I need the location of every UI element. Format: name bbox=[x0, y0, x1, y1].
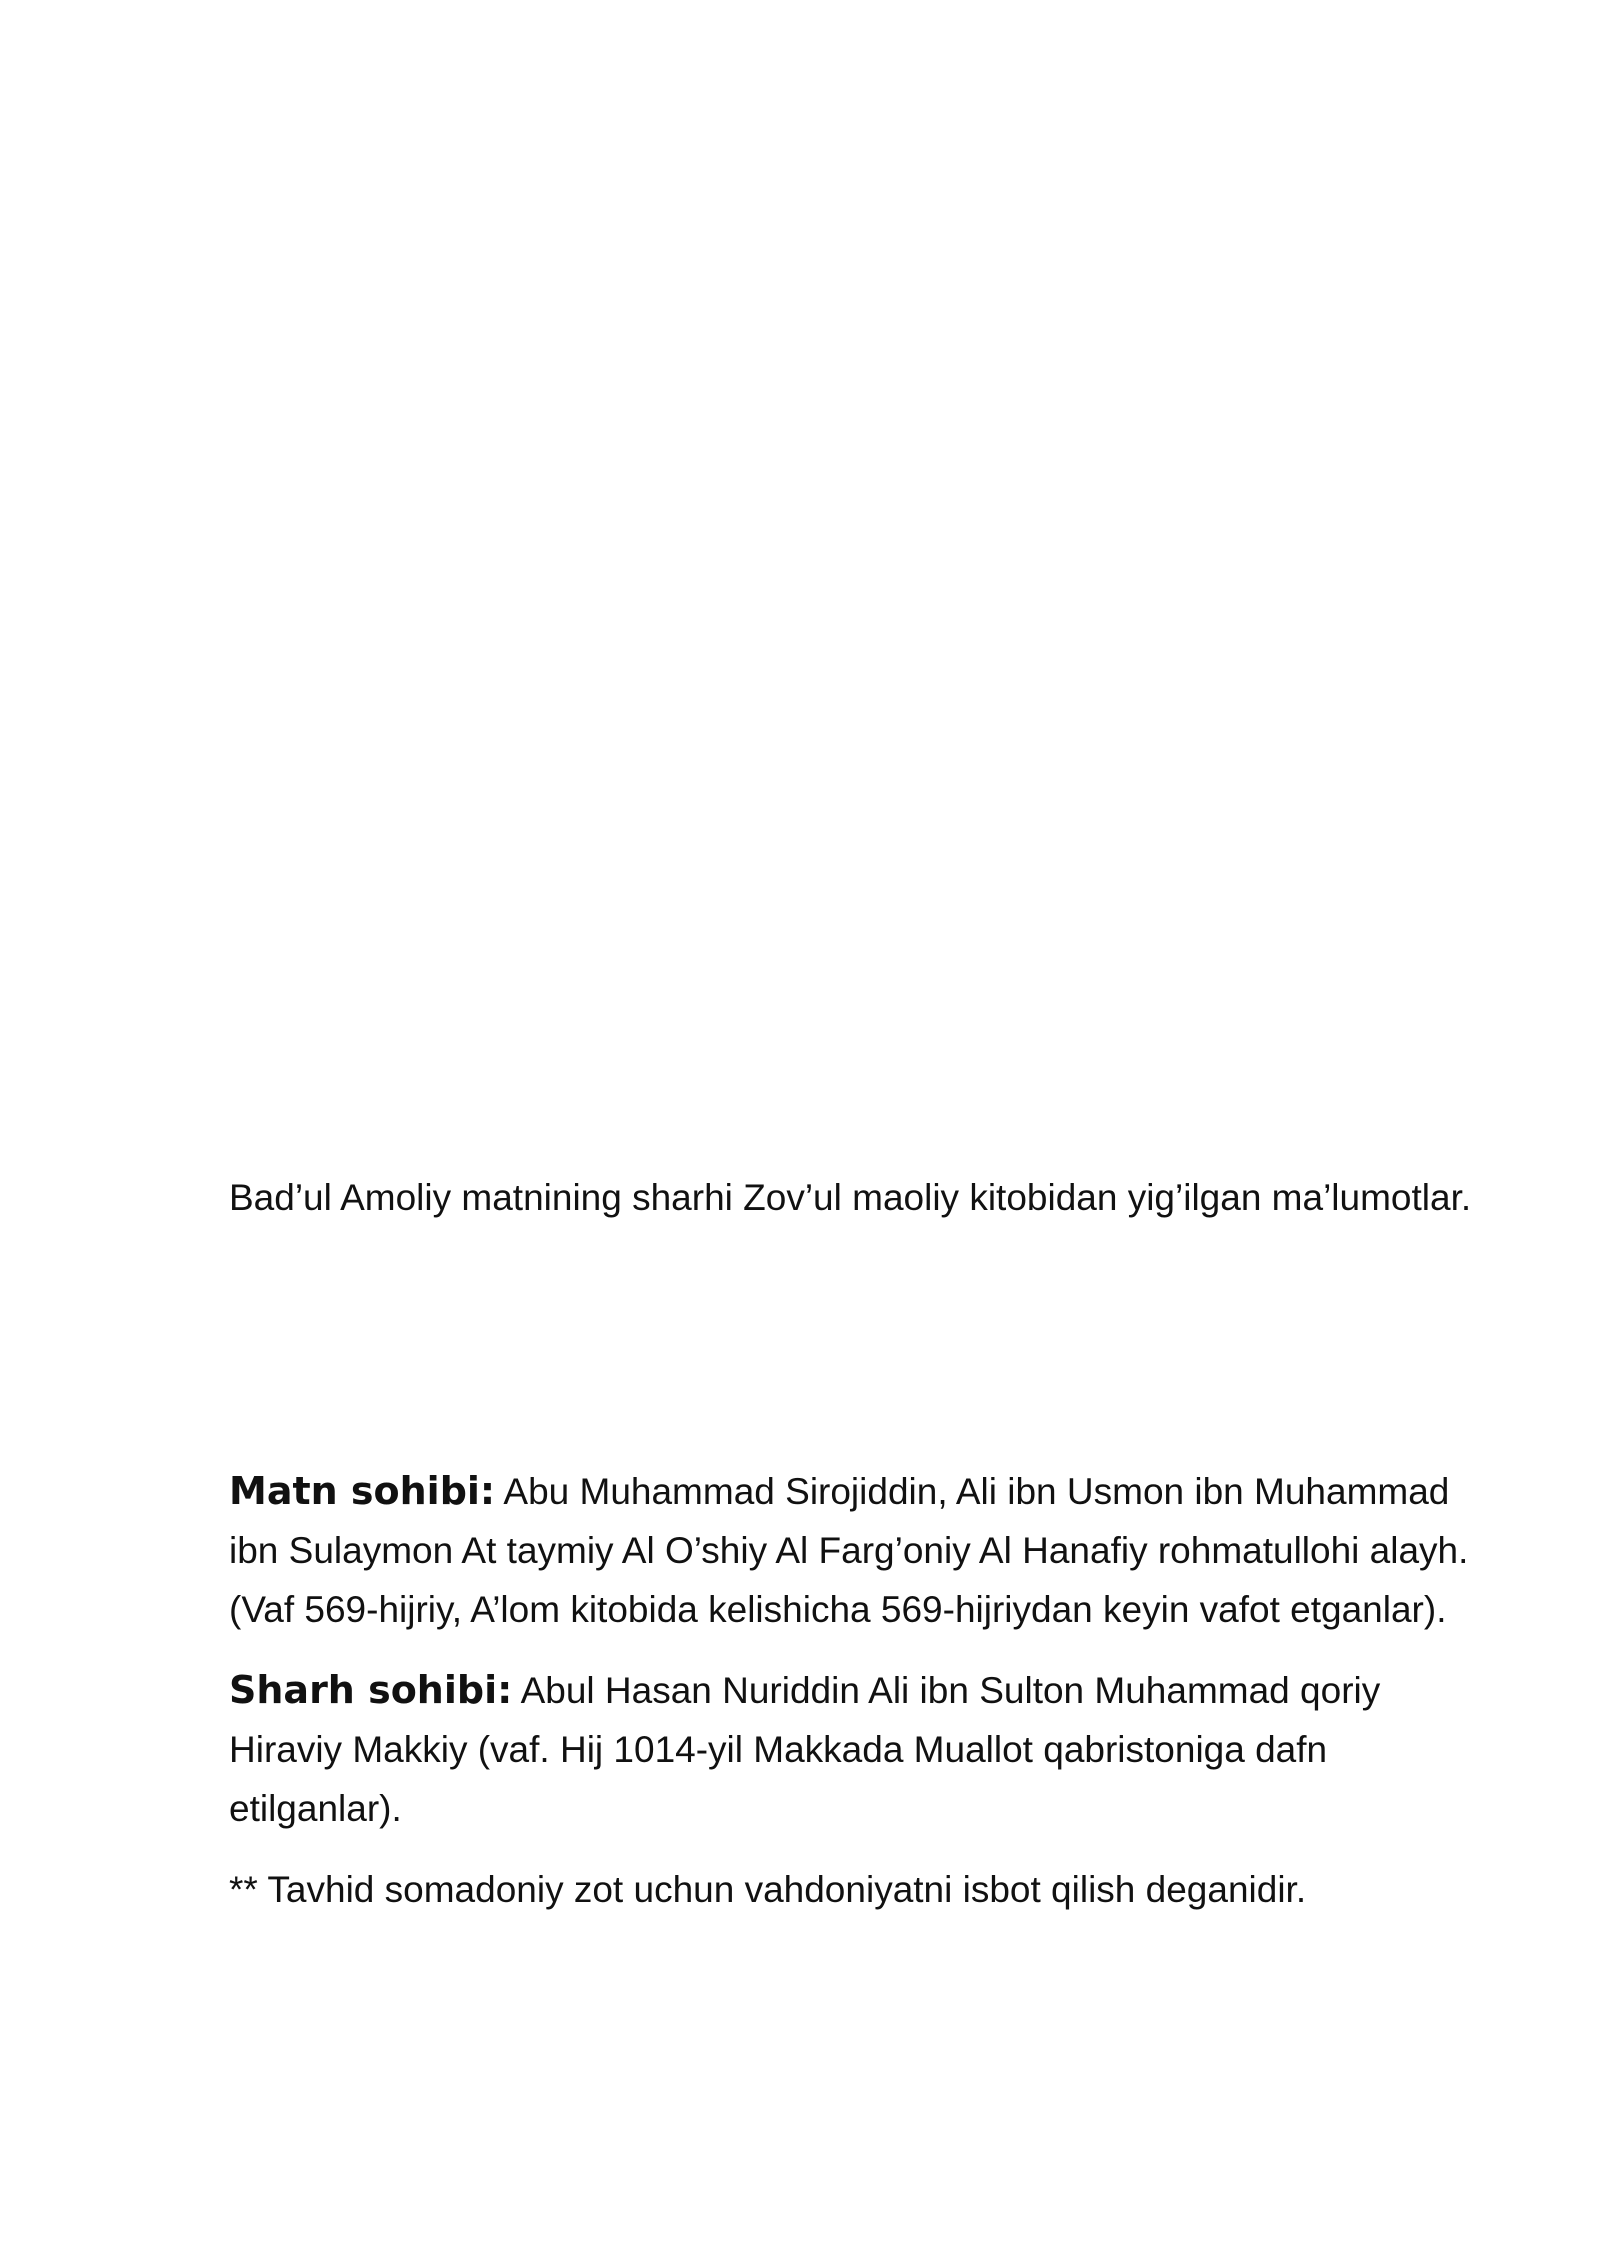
sharh-sohibi-label: Sharh sohibi: bbox=[229, 1668, 513, 1712]
details-block bbox=[229, 1462, 1489, 1941]
matn-sohibi-text: Abu Muhammad Sirojiddin, Ali ibn Usmon ibn Muhammad ibn Sulaymon At taymiy Al O’shiy Al Farg’oniy Al Hanafiy rohmatullohi alayh. (Vaf 569-hijriy, A’lom kitobida kelishicha 569-hijriydan keyin vafot etganlar). bbox=[229, 1471, 1469, 1630]
intro-block bbox=[229, 1168, 1489, 1227]
sharh-sohibi-paragraph bbox=[229, 1661, 1489, 1838]
matn-sohibi-paragraph bbox=[229, 1462, 1489, 1639]
intro-paragraph: Bad’ul Amoliy matnining sharhi Zov’ul maoliy kitobidan yig’ilgan ma’lumotlar. bbox=[229, 1177, 1472, 1218]
matn-sohibi-label: Matn sohibi: bbox=[229, 1469, 496, 1513]
note-paragraph: ** Tavhid somadoniy zot uchun vahdoniyatni isbot qilish deganidir. bbox=[229, 1869, 1307, 1910]
sharh-sohibi-text: Abul Hasan Nuriddin Ali ibn Sulton Muhammad qoriy Hiraviy Makkiy (vaf. Hij 1014-yil Makkada Muallot qabristoniga dafn etilganlar). bbox=[229, 1670, 1381, 1829]
